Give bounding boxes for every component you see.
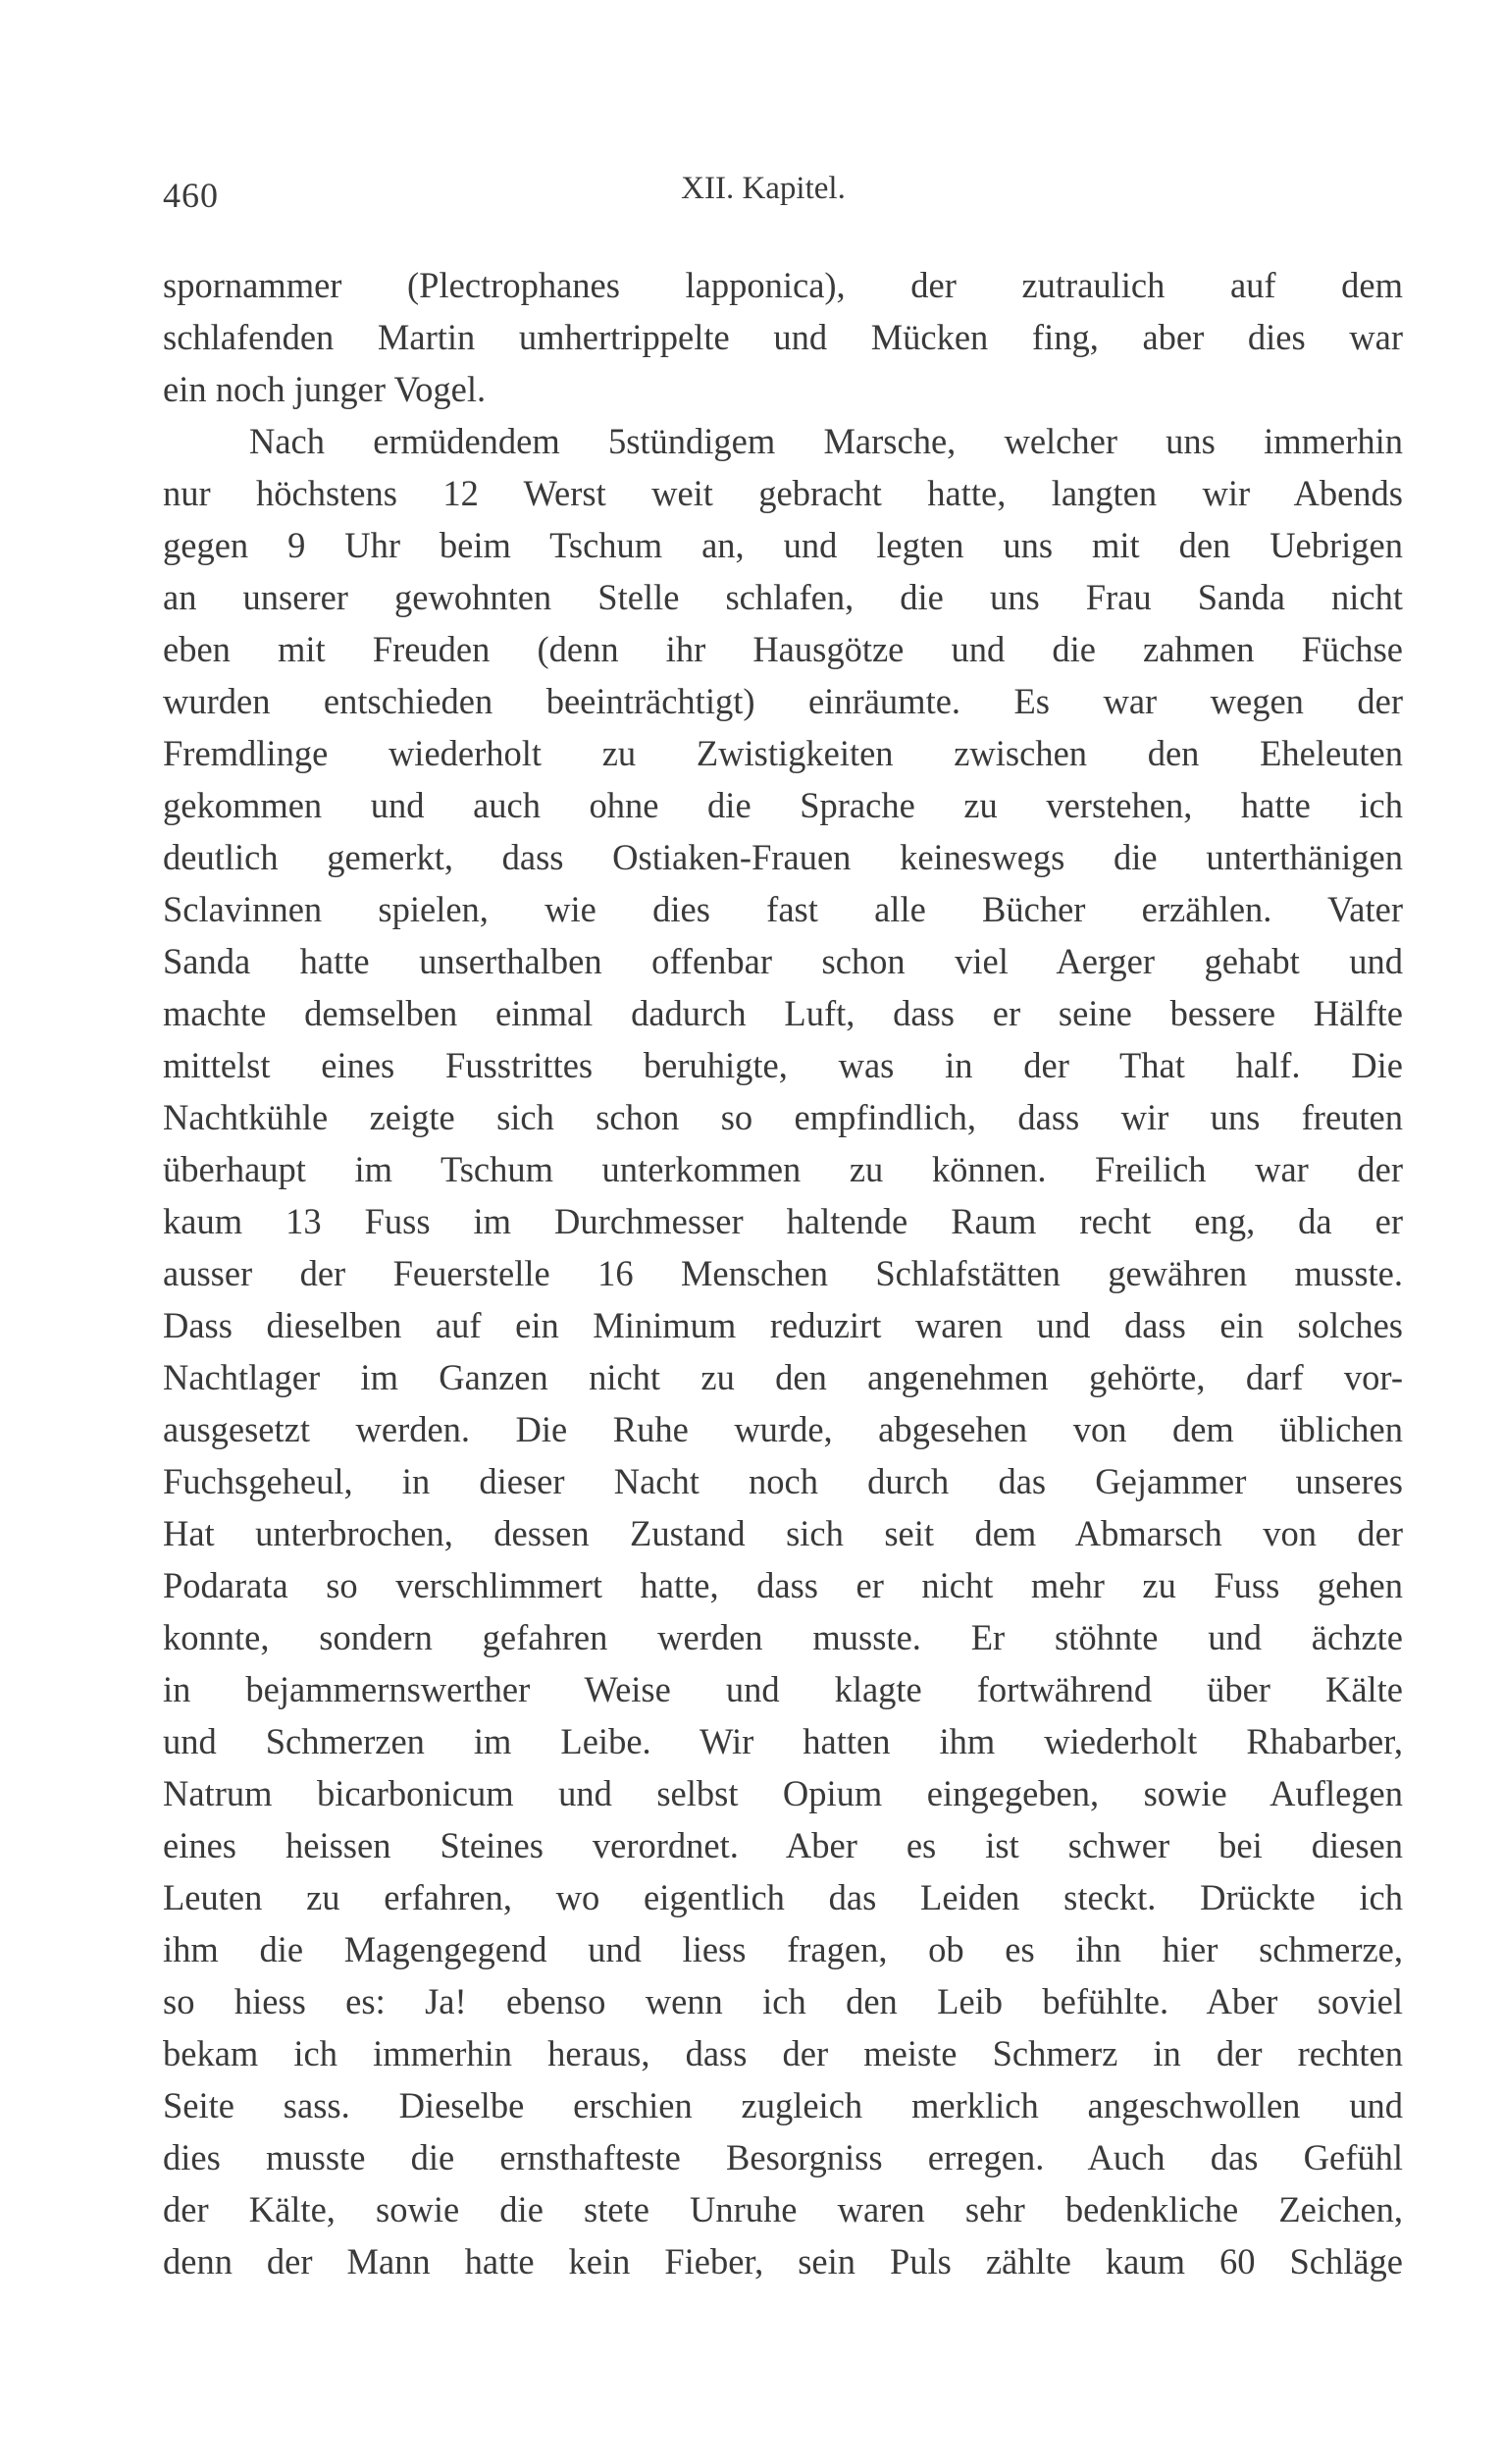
chapter-title: XII. Kapitel. [681,171,846,206]
page-number: 460 [163,176,219,215]
text-line: denn der Mann hatte kein Fieber, sein Puls zählte kaum 60 Schläge [163,2241,1403,2281]
text-line: Sclavinnen spielen, wie dies fast alle Bücher erzählen. Vater [163,889,1403,929]
text-line: mittelst eines Fusstrittes beruhigte, was in der That half. Die [163,1045,1403,1085]
text-line: nur höchstens 12 Werst weit gebracht hatte, langten wir Abends [163,473,1403,513]
text-line: in bejammernswerther Weise und klagte fortwährend über Kälte [163,1669,1403,1709]
text-line: machte demselben einmal dadurch Luft, dass er seine bessere Hälfte [163,993,1403,1033]
text-line: Hat unterbrochen, dessen Zustand sich seit dem Abmarsch von der [163,1513,1403,1553]
text-line: deutlich gemerkt, dass Ostiaken-Frauen keineswegs die unterthänigen [163,837,1403,877]
text-line: gegen 9 Uhr beim Tschum an, und legten uns mit den Uebrigen [163,525,1403,565]
text-line: Sanda hatte unserthalben offenbar schon viel Aerger gehabt und [163,941,1403,981]
text-line: so hiess es: Ja! ebenso wenn ich den Leib befühlte. Aber soviel [163,1981,1403,2021]
running-head [163,167,1403,222]
text-line: und Schmerzen im Leibe. Wir hatten ihm wiederholt Rhabarber, [163,1721,1403,1761]
text-line: Nachtlager im Ganzen nicht zu den angenehmen gehörte, darf vor- [163,1357,1403,1397]
text-line: kaum 13 Fuss im Durchmesser haltende Raum recht eng, da er [163,1201,1403,1241]
text-line: überhaupt im Tschum unterkommen zu können. Freilich war der [163,1149,1403,1189]
text-line: schlafenden Martin umhertrippelte und Mücken fing, aber dies war [163,317,1403,357]
body-text [163,259,1403,2287]
text-line: Nachtkühle zeigte sich schon so empfindlich, dass wir uns freuten [163,1097,1403,1137]
text-line: Natrum bicarbonicum und selbst Opium eingegeben, sowie Auflegen [163,1773,1403,1813]
text-line: Podarata so verschlimmert hatte, dass er nicht mehr zu Fuss gehen [163,1565,1403,1605]
text-line: Seite sass. Dieselbe erschien zugleich merklich angeschwollen und [163,2085,1403,2125]
text-line: Nach ermüdendem 5stündigem Marsche, welcher uns immerhin [249,421,1403,461]
text-line: ausgesetzt werden. Die Ruhe wurde, abgesehen von dem üblichen [163,1409,1403,1449]
text-line: konnte, sondern gefahren werden musste. Er stöhnte und ächzte [163,1617,1403,1657]
text-line: wurden entschieden beeinträchtigt) einräumte. Es war wegen der [163,681,1403,721]
text-line: ein noch junger Vogel. [163,369,487,409]
text-line: spornammer (Plectrophanes lapponica), der zutraulich auf dem [163,265,1403,305]
text-line: bekam ich immerhin heraus, dass der meiste Schmerz in der rechten [163,2033,1403,2073]
text-line: dies musste die ernsthafteste Besorgniss erregen. Auch das Gefühl [163,2137,1403,2177]
text-line: ihm die Magengegend und liess fragen, ob es ihn hier schmerze, [163,1929,1403,1969]
text-line: ausser der Feuerstelle 16 Menschen Schlafstätten gewähren musste. [163,1253,1403,1293]
text-line: an unserer gewohnten Stelle schlafen, die uns Frau Sanda nicht [163,577,1403,617]
text-line: Fremdlinge wiederholt zu Zwistigkeiten zwischen den Eheleuten [163,733,1403,773]
text-line: Fuchsgeheul, in dieser Nacht noch durch das Gejammer unseres [163,1461,1403,1501]
text-line: gekommen und auch ohne die Sprache zu verstehen, hatte ich [163,785,1403,825]
text-line: Leuten zu erfahren, wo eigentlich das Leiden steckt. Drückte ich [163,1877,1403,1917]
text-line: Dass dieselben auf ein Minimum reduzirt waren und dass ein solches [163,1305,1403,1345]
text-line: eines heissen Steines verordnet. Aber es ist schwer bei diesen [163,1825,1403,1865]
text-line: der Kälte, sowie die stete Unruhe waren sehr bedenkliche Zeichen, [163,2189,1403,2229]
text-line: eben mit Freuden (denn ihr Hausgötze und die zahmen Füchse [163,629,1403,669]
